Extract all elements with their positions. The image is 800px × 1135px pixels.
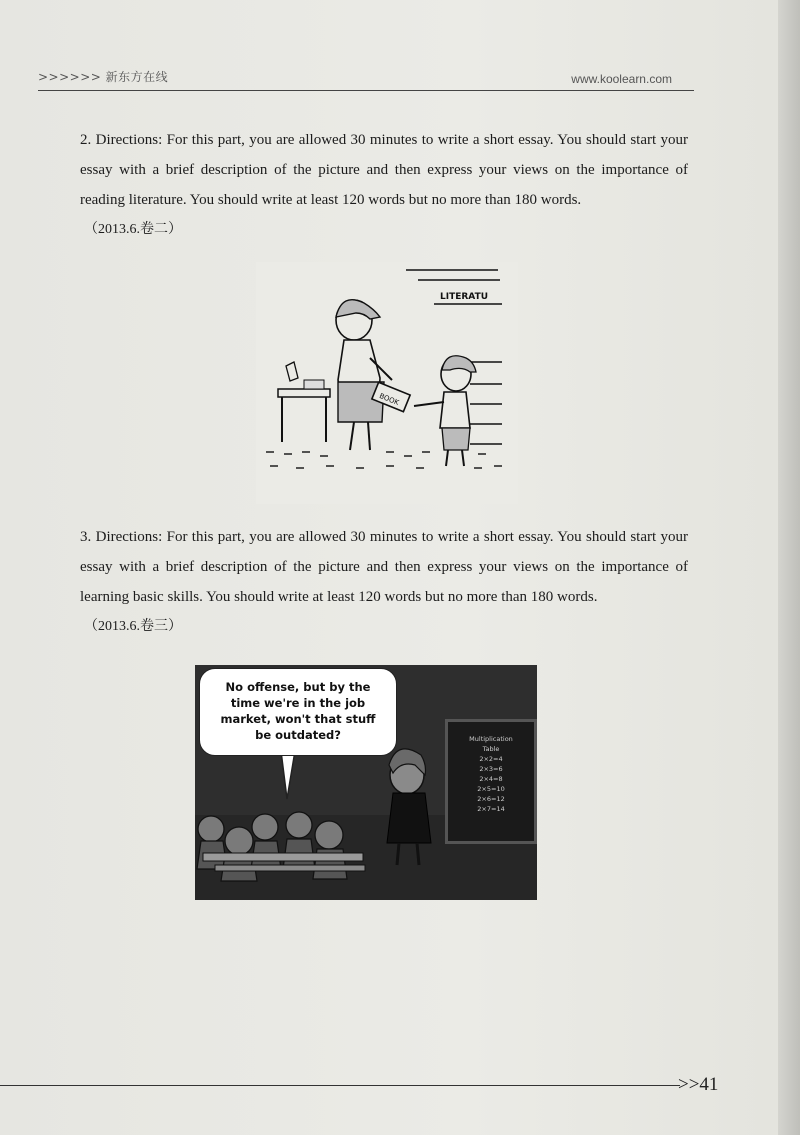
blackboard-row: 2×3=6 xyxy=(479,765,503,773)
page-stack-edge xyxy=(778,0,800,1135)
bubble-line: time we're in the job xyxy=(230,696,366,710)
question-3 xyxy=(80,522,688,642)
question-text: Directions: For this part, you are allowed 30 minutes to write a short essay. You should start your essay with a brief description of the picture and then express your views on the importance of reading literature. You should write at least 120 words but no more than 180 words. xyxy=(80,132,689,208)
header-website: www.koolearn.com xyxy=(571,72,672,86)
blackboard-row: 2×5=10 xyxy=(477,785,505,793)
speech-bubble xyxy=(199,668,397,756)
literature-sign: LITERATU xyxy=(440,292,489,302)
page-header xyxy=(38,64,694,91)
question-number: 3. xyxy=(80,529,92,545)
blackboard-row: 2×6=12 xyxy=(477,795,505,803)
blackboard-row: 2×4=8 xyxy=(479,775,503,783)
question-text: Directions: For this part, you are allowed 30 minutes to write a short essay. You should start your essay with a brief description of the picture and then express your views on the importance of learning basic skills. You should write at least 120 words but no more than 180 words. xyxy=(80,529,689,605)
page-number: >>41 xyxy=(678,1074,719,1095)
blackboard-row: 2×2=4 xyxy=(479,755,503,763)
bubble-line: No offense, but by the xyxy=(225,680,371,694)
question-2 xyxy=(80,125,688,245)
blackboard-title: Multiplication xyxy=(469,735,513,743)
question-source: （2013.6.卷三） xyxy=(84,619,182,634)
question-number: 2. xyxy=(80,132,92,148)
book-label: BOOK xyxy=(378,391,400,407)
footer-rule xyxy=(0,1085,680,1086)
bubble-line: be outdated? xyxy=(255,728,341,742)
question-source: （2013.6.卷二） xyxy=(84,222,182,237)
literature-cartoon xyxy=(256,262,518,504)
header-brand: >>>>>> 新东方在线 xyxy=(38,70,169,84)
blackboard-row: 2×7=14 xyxy=(477,805,505,813)
blackboard-subtitle: Table xyxy=(482,745,500,753)
bubble-line: market, won't that stuff xyxy=(220,712,376,726)
classroom-cartoon xyxy=(195,665,537,900)
blackboard xyxy=(445,719,537,844)
